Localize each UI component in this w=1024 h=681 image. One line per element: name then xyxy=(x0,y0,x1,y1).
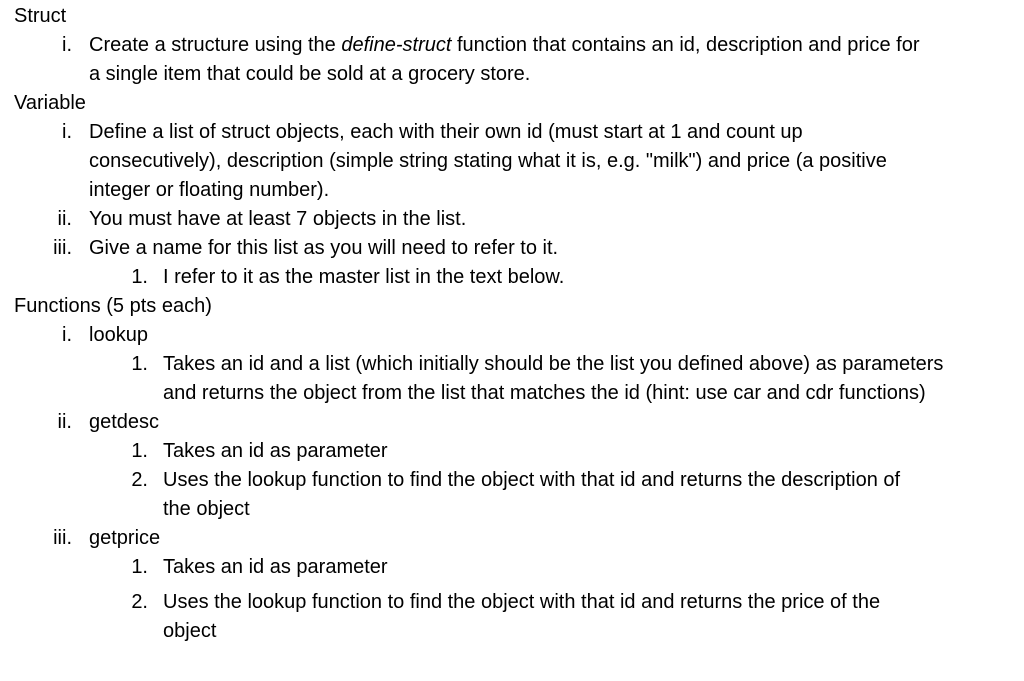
marker-getdesc-1: 1. xyxy=(131,440,148,462)
marker-getdesc: ii. xyxy=(57,411,72,433)
getdesc-sub2-line2: the object xyxy=(163,498,250,520)
heading-variable: Variable xyxy=(14,92,86,114)
marker-variable-iii-1: 1. xyxy=(131,266,148,288)
marker-struct-i: i. xyxy=(62,34,72,56)
marker-getprice: iii. xyxy=(53,527,72,549)
struct-item-i-line1 xyxy=(89,31,919,59)
heading-struct: Struct xyxy=(14,5,67,27)
variable-item-i-line2: consecutively), description (simple string stating what it is, e.g. "milk") and price (a positive xyxy=(89,150,887,172)
lookup-sub1-line1: Takes an id and a list (which initially should be the list you defined above) as parameters xyxy=(163,353,944,375)
marker-getdesc-2: 2. xyxy=(131,469,148,491)
getdesc-sub2-line1: Uses the lookup function to find the object with that id and returns the description of xyxy=(163,469,901,491)
getprice-sub2-line2: object xyxy=(163,620,217,642)
variable-item-i-line1: Define a list of struct objects, each with their own id (must start at 1 and count up xyxy=(89,121,803,143)
variable-item-iii-sub1: I refer to it as the master list in the text below. xyxy=(163,266,565,288)
variable-item-ii: You must have at least 7 objects in the list. xyxy=(89,208,467,230)
struct-item-i-suffix: function that contains an id, description and price for xyxy=(451,34,920,56)
marker-getprice-1: 1. xyxy=(131,556,148,578)
define-struct-emphasis: define-struct xyxy=(341,34,452,56)
marker-lookup-1: 1. xyxy=(131,353,148,375)
marker-variable-iii: iii. xyxy=(53,237,72,259)
marker-variable-ii: ii. xyxy=(57,208,72,230)
function-name-lookup: lookup xyxy=(89,324,148,346)
function-name-getdesc: getdesc xyxy=(89,411,160,433)
marker-getprice-2: 2. xyxy=(131,591,148,613)
marker-variable-i: i. xyxy=(62,121,72,143)
marker-lookup: i. xyxy=(62,324,72,346)
function-name-getprice: getprice xyxy=(89,527,161,549)
heading-functions: Functions (5 pts each) xyxy=(14,295,212,317)
struct-item-i-prefix: Create a structure using the xyxy=(89,34,342,56)
getdesc-sub1: Takes an id as parameter xyxy=(163,440,388,462)
getprice-sub1: Takes an id as parameter xyxy=(163,556,388,578)
variable-item-i-line3: integer or floating number). xyxy=(89,179,330,201)
lookup-sub1-line2: and returns the object from the list that matches the id (hint: use car and cdr functions) xyxy=(163,382,926,404)
struct-item-i-line2: a single item that could be sold at a grocery store. xyxy=(89,63,531,85)
getprice-sub2-line1: Uses the lookup function to find the object with that id and returns the price of the xyxy=(163,591,881,613)
variable-item-iii: Give a name for this list as you will need to refer to it. xyxy=(89,237,559,259)
